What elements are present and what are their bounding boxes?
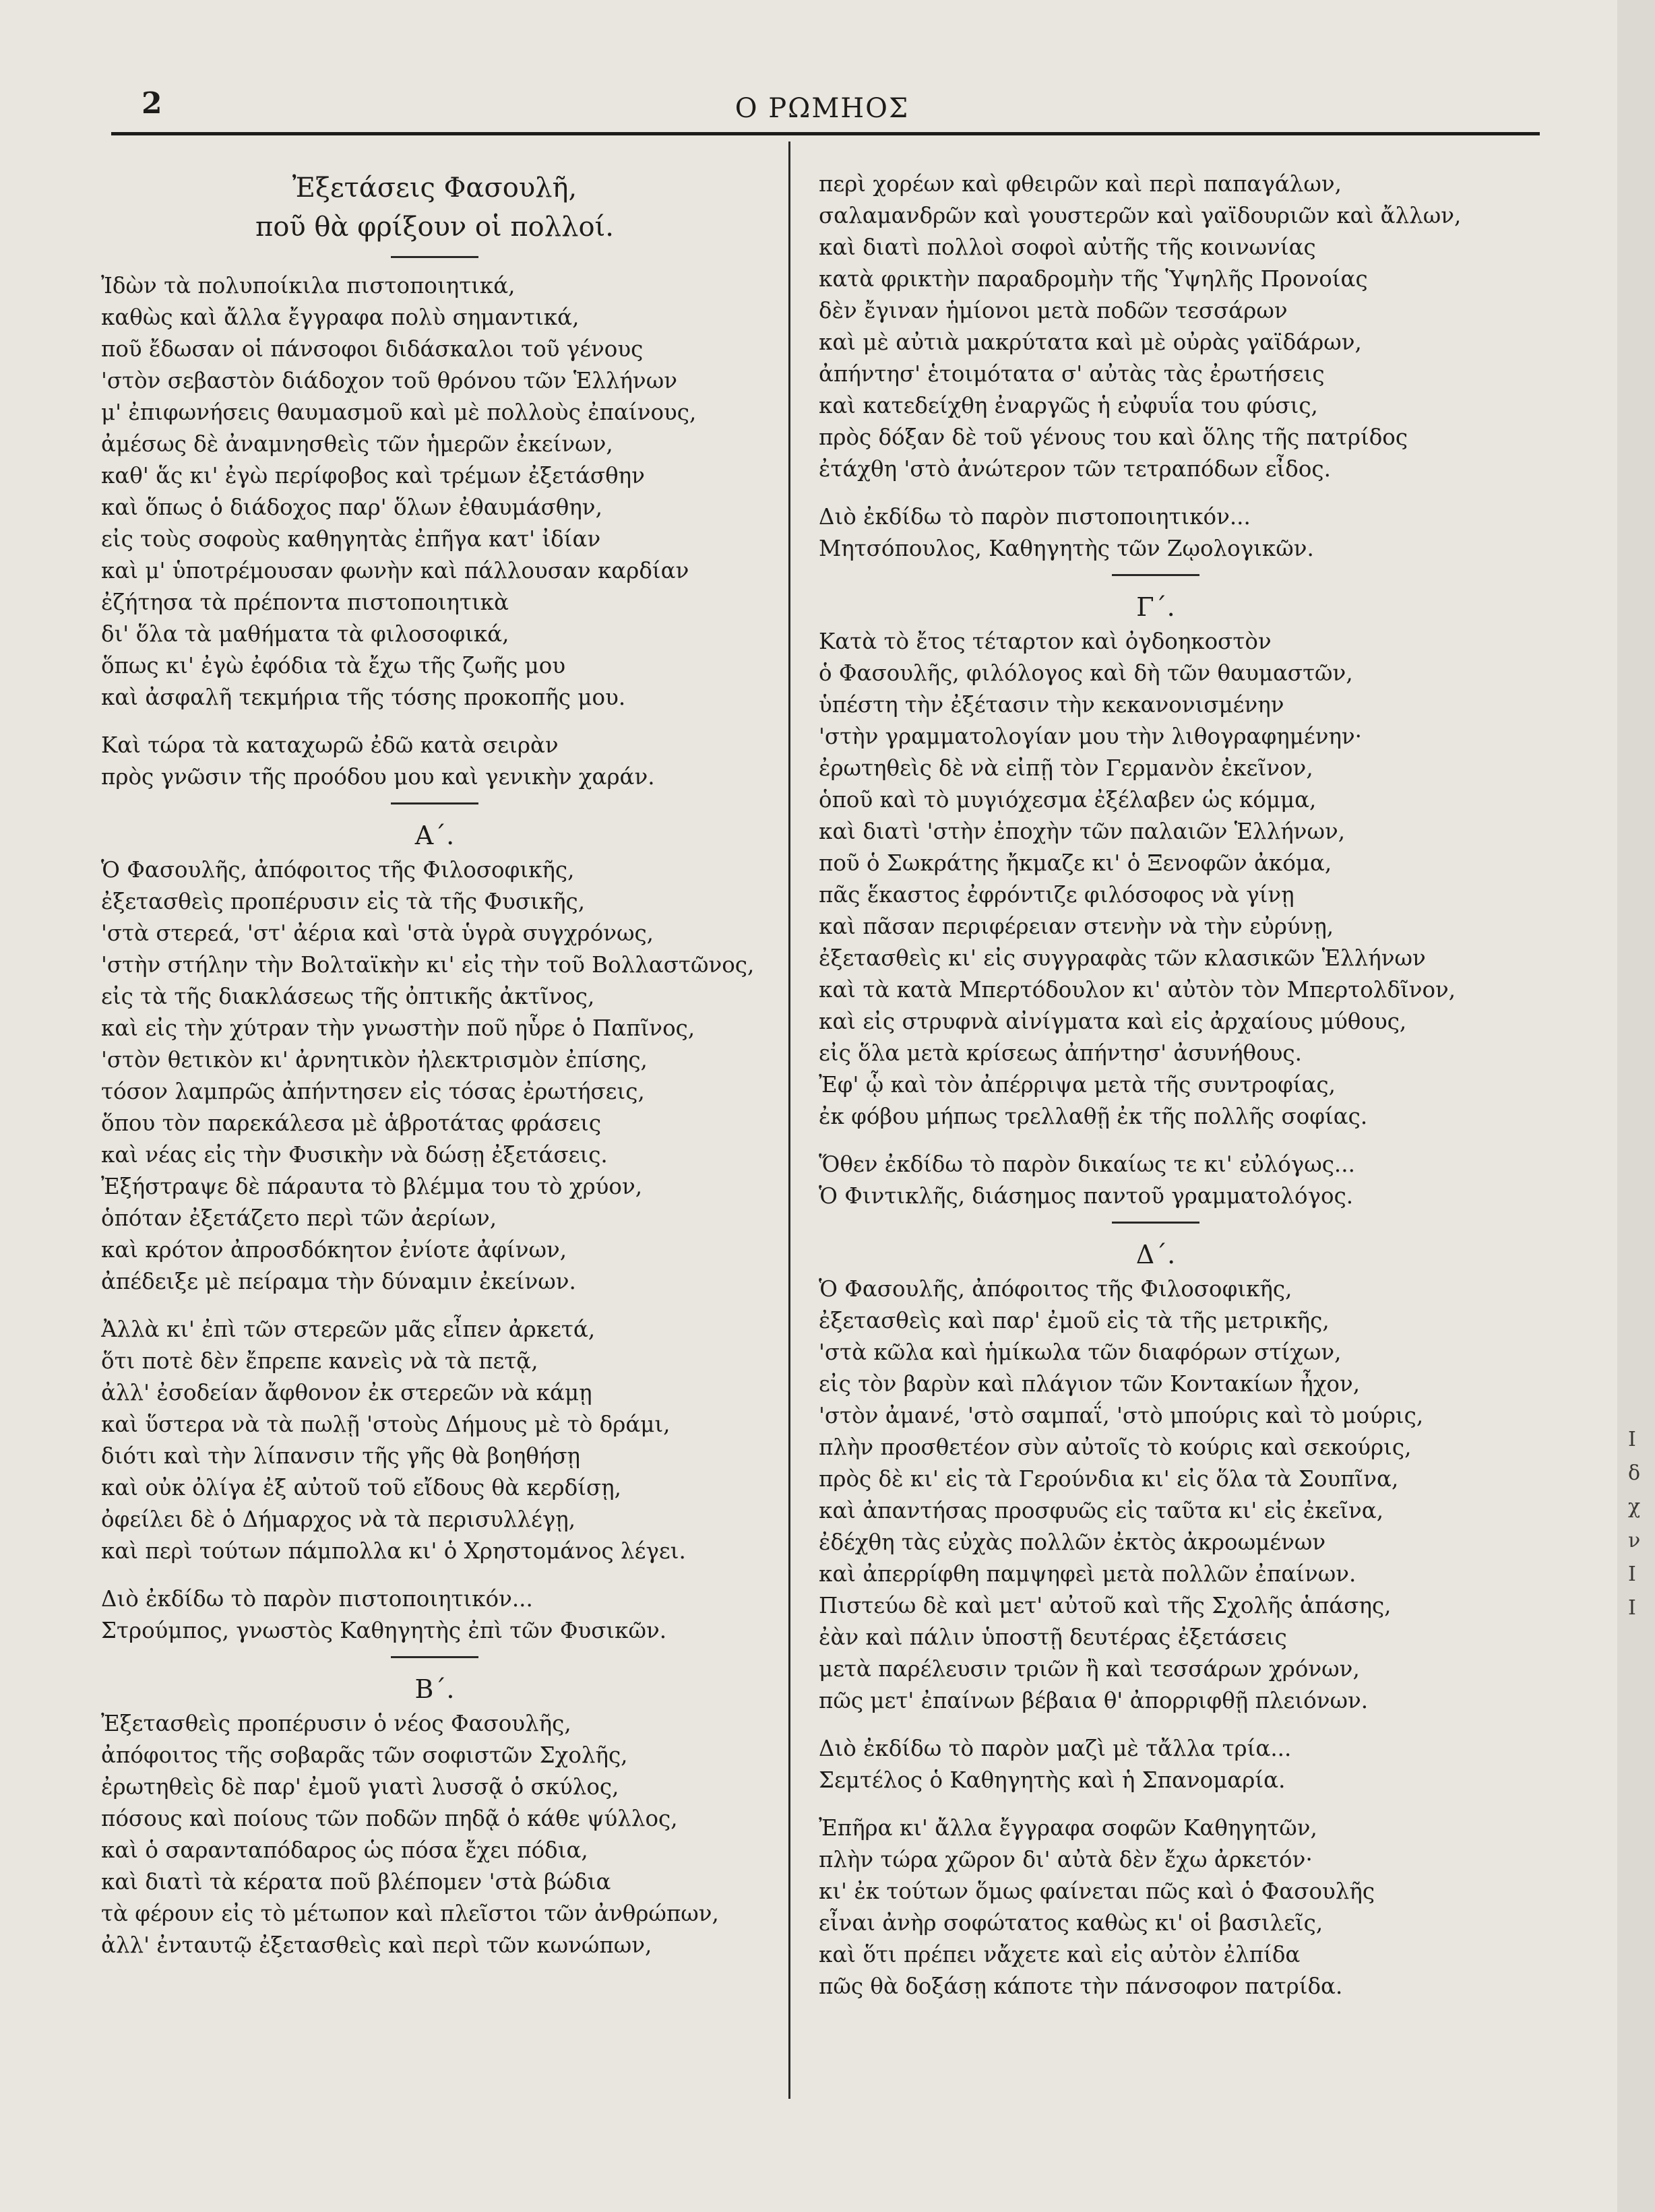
verse-line: ἐτάχθη 'στὸ ἀνώτερον τῶν τετραπόδων εἶδος.	[819, 456, 1331, 482]
edge-letter: Ι	[1628, 1596, 1636, 1620]
intro-stanza-2	[101, 730, 768, 793]
right-column	[819, 168, 1493, 2002]
verse-line: καὶ νέας εἰς τὴν Φυσικὴν νὰ δώσῃ ἐξετάσεις.	[101, 1142, 608, 1168]
edge-letter: χ	[1628, 1495, 1641, 1519]
verse-line: Διὸ ἐκδίδω τὸ παρὸν πιστοποιητικόν...	[819, 504, 1251, 530]
page-number: 2	[142, 86, 162, 121]
verse-line: πῶς μετ' ἐπαίνων βέβαια θ' ἀπορριφθῇ πλειόνων.	[819, 1688, 1369, 1713]
section-d-signature	[819, 1733, 1493, 1796]
verse-line: πλὴν προσθετέον σὺν αὐτοῖς τὸ κούρις καὶ σεκούρις,	[819, 1434, 1412, 1460]
verse-line: εἰς τὰ τῆς διακλάσεως τῆς ὀπτικῆς ἀκτῖνος,	[101, 984, 595, 1009]
section-a-stanza	[101, 854, 768, 1298]
verse-line: ὁπόταν ἐξετάζετο περὶ τῶν ἀερίων,	[101, 1205, 497, 1231]
verse-line: μετὰ παρέλευσιν τριῶν ἢ καὶ τεσσάρων χρόνων,	[819, 1656, 1360, 1682]
verse-line: σαλαμανδρῶν καὶ γουστερῶν καὶ γαϊδουριῶν καὶ ἄλλων,	[819, 203, 1462, 228]
verse-line: ἐζήτησα τὰ πρέποντα πιστοποιητικὰ	[101, 590, 509, 615]
verse-line: Ἐξήστραψε δὲ πάραυτα τὸ βλέμμα του τὸ χρύον,	[101, 1174, 643, 1199]
verse-line: ὀφείλει δὲ ὁ Δήμαρχος νὰ τὰ περισυλλέγῃ,	[101, 1507, 576, 1532]
verse-line: καὶ εἰς στρυφνὰ αἰνίγματα καὶ εἰς ἀρχαίους μύθους,	[819, 1009, 1407, 1034]
verse-line: καὶ διατὶ τὰ κέρατα ποῦ βλέπομεν 'στὰ βώδια	[101, 1869, 611, 1895]
verse-line: καὶ κατεδείχθη ἐναργῶς ἡ εὐφυΐα του φύσις,	[819, 393, 1318, 418]
verse-line: ὅτι ποτὲ δὲν ἔπρεπε κανεὶς νὰ τὰ πετᾷ,	[101, 1348, 538, 1374]
section-d-heading: Δ΄.	[1135, 1240, 1176, 1269]
verse-line: καὶ ὅτι πρέπει νἄχετε καὶ εἰς αὐτὸν ἐλπίδα	[819, 1942, 1301, 1967]
verse-line: εἶναι ἀνὴρ σοφώτατος καθὼς κι' οἱ βασιλεῖς,	[819, 1910, 1323, 1936]
verse-line: δι' ὅλα τὰ μαθήματα τὰ φιλοσοφικά,	[101, 621, 509, 647]
adjacent-page-edge	[1617, 0, 1655, 2212]
verse-line: μ' ἐπιφωνήσεις θαυμασμοῦ καὶ μὲ πολλοὺς ἐπαίνους,	[101, 400, 697, 425]
verse-line: ἐρωτηθεὶς δὲ νὰ εἰπῇ τὸν Γερμανὸν ἐκεῖνον,	[819, 755, 1313, 781]
verse-line: καὶ ὁ σαρανταπόδαρος ὡς πόσα ἔχει πόδια,	[101, 1837, 588, 1863]
verse-line: ἀλλ' ἐνταυτῷ ἐξετασθεὶς καὶ περὶ τῶν κωνώπων,	[101, 1932, 652, 1958]
verse-line: 'στὴν γραμματολογίαν μου τὴν λιθογραφημένην·	[819, 724, 1363, 749]
verse-line: ποῦ ὁ Σωκράτης ἤκμαζε κι' ὁ Ξενοφῶν ἀκόμα,	[819, 850, 1332, 876]
verse-line: εἰς τὸν βαρὺν καὶ πλάγιον τῶν Κοντακίων ἦχον,	[819, 1371, 1361, 1397]
section-b-heading: Β΄.	[414, 1674, 455, 1704]
verse-line: 'στὸν θετικὸν κι' ἀρνητικὸν ἠλεκτρισμὸν ἐπίσης,	[101, 1047, 648, 1073]
verse-line: καθ' ἅς κι' ἐγὼ περίφοβος καὶ τρέμων ἐξετάσθην	[101, 463, 645, 488]
verse-line: Ὁ Φιντικλῆς, διάσημος παντοῦ γραμματολόγος.	[819, 1183, 1354, 1209]
verse-line: δὲν ἔγιναν ἡμίονοι μετὰ ποδῶν τεσσάρων	[819, 298, 1288, 323]
separator	[391, 802, 478, 804]
verse-line: Μητσόπουλος, Καθηγητὴς τῶν Ζῳολογικῶν.	[819, 536, 1314, 561]
closing-stanza	[819, 1812, 1493, 2002]
section-b-stanza	[101, 1708, 768, 1961]
verse-line: 'στὰ κῶλα καὶ ἡμίκωλα τῶν διαφόρων στίχων,	[819, 1339, 1342, 1365]
verse-line: ἀπήντησ' ἑτοιμότατα σ' αὐτὰς τὰς ἐρωτήσεις	[819, 361, 1325, 387]
separator	[1112, 574, 1199, 576]
verse-line: ὅπου τὸν παρεκάλεσα μὲ ἁβροτάτας φράσεις	[101, 1110, 602, 1136]
section-c-stanza	[819, 626, 1493, 1133]
verse-line: Ἐπῆρα κι' ἄλλα ἔγγραφα σοφῶν Καθηγητῶν,	[819, 1815, 1317, 1841]
verse-line: καὶ τὰ κατὰ Μπερτόδουλον κι' αὐτὸν τὸν Μπερτολδῖνον,	[819, 977, 1456, 1003]
verse-line: καθὼς καὶ ἄλλα ἔγγραφα πολὺ σημαντικά,	[101, 305, 580, 330]
verse-line: ἐὰν καὶ πάλιν ὑποστῇ δευτέρας ἐξετάσεις	[819, 1624, 1287, 1650]
verse-line: ὁ Φασουλῆς, φιλόλογος καὶ δὴ τῶν θαυμαστῶν,	[819, 660, 1353, 686]
verse-line: Στρούμπος, γνωστὸς Καθηγητὴς ἐπὶ τῶν Φυσικῶν.	[101, 1618, 667, 1643]
verse-line: ἐξετασθεὶς καὶ παρ' ἐμοῦ εἰς τὰ τῆς μετρικῆς,	[819, 1308, 1330, 1333]
edge-letter: Ι	[1628, 1428, 1636, 1451]
verse-line: Διὸ ἐκδίδω τὸ παρὸν μαζὶ μὲ τἄλλα τρία...	[819, 1736, 1292, 1761]
verse-line: καὶ πᾶσαν περιφέρειαν στενὴν νὰ τὴν εὐρύνῃ,	[819, 914, 1334, 939]
verse-line: πόσους καὶ ποίους τῶν ποδῶν πηδᾷ ὁ κάθε ψύλλος,	[101, 1806, 678, 1831]
verse-line: πρὸς δόξαν δὲ τοῦ γένους του καὶ ὅλης τῆς πατρίδος	[819, 424, 1408, 450]
poem-title-line-2: ποῦ θὰ φρίξουν οἱ πολλοί.	[255, 212, 614, 243]
verse-line: καὶ κρότον ἀπροσδόκητον ἐνίοτε ἀφίνων,	[101, 1237, 567, 1263]
verse-line: Κατὰ τὸ ἔτος τέταρτον καὶ ὀγδοηκοστὸν	[819, 629, 1272, 654]
verse-line: καὶ διατὶ πολλοὶ σοφοὶ αὐτῆς τῆς κοινωνίας	[819, 234, 1316, 260]
verse-line: ποῦ ἔδωσαν οἱ πάνσοφοι διδάσκαλοι τοῦ γένους	[101, 336, 644, 362]
separator	[391, 256, 478, 258]
verse-line: Ἐφ' ᾧ καὶ τὸν ἀπέρριψα μετὰ τῆς συντροφίας,	[819, 1072, 1336, 1098]
verse-line: ἐξετασθεὶς προπέρυσιν εἰς τὰ τῆς Φυσικῆς,	[101, 889, 586, 914]
verse-line: πλὴν τώρα χῶρον δι' αὐτὰ δὲν ἔχω ἀρκετόν·	[819, 1847, 1313, 1872]
verse-line: ἀπέδειξε μὲ πείραμα τὴν δύναμιν ἐκείνων.	[101, 1269, 576, 1294]
verse-line: ἐδέχθη τὰς εὐχὰς πολλῶν ἐκτὸς ἀκροωμένων	[819, 1529, 1326, 1555]
section-a-signature	[101, 1583, 768, 1647]
verse-line: πᾶς ἕκαστος ἐφρόντιζε φιλόσοφος νὰ γίνῃ	[819, 882, 1294, 908]
masthead-title: Ο ΡΩΜΗΟΣ	[735, 93, 910, 124]
verse-line: πρὸς γνῶσιν τῆς προόδου μου καὶ γενικὴν χαράν.	[101, 764, 655, 790]
edge-letter: Ι	[1628, 1562, 1636, 1586]
verse-line: ὑπέστη τὴν ἐξέτασιν τὴν κεκανονισμένην	[819, 692, 1284, 718]
verse-line: Ἰδὼν τὰ πολυποίκιλα πιστοποιητικά,	[101, 273, 516, 298]
intro-stanza	[101, 270, 768, 714]
verse-line: καὶ μ' ὑποτρέμουσαν φωνὴν καὶ πάλλουσαν καρδίαν	[101, 558, 689, 583]
section-b-signature	[819, 501, 1493, 565]
page-header	[108, 81, 1536, 135]
column-divider	[788, 141, 790, 2099]
verse-line: πῶς θὰ δοξάσῃ κάποτε τὴν πάνσοφον πατρίδα.	[819, 1973, 1343, 1999]
verse-line: καὶ διατὶ 'στὴν ἐποχὴν τῶν παλαιῶν Ἑλλήνων,	[819, 819, 1346, 844]
verse-line: καὶ ὕστερα νὰ τὰ πωλῇ 'στοὺς Δήμους μὲ τὸ δράμι,	[101, 1412, 670, 1437]
verse-line: Πιστεύω δὲ καὶ μετ' αὐτοῦ καὶ τῆς Σχολῆς ἁπάσης,	[819, 1593, 1392, 1618]
verse-line: ὁποῦ καὶ τὸ μυγιόχεσμα ἐξέλαβεν ὡς κόμμα,	[819, 787, 1317, 813]
section-a-heading: Α΄.	[414, 821, 455, 850]
edge-letter: ν	[1628, 1529, 1641, 1552]
edge-letter: δ	[1628, 1461, 1641, 1485]
verse-line: διότι καὶ τὴν λίπανσιν τῆς γῆς θὰ βοηθήσῃ	[101, 1443, 581, 1469]
verse-line: καὶ οὐκ ὀλίγα ἐξ αὐτοῦ τοῦ εἴδους θὰ κερδίσῃ,	[101, 1475, 621, 1500]
verse-line: ἀλλ' ἐσοδείαν ἄφθονον ἐκ στερεῶν νὰ κάμῃ	[101, 1380, 592, 1405]
verse-line: ἐκ φόβου μήπως τρελλαθῇ ἐκ τῆς πολλῆς σοφίας.	[819, 1104, 1368, 1129]
verse-line: Ὅθεν ἐκδίδω τὸ παρὸν δικαίως τε κι' εὐλόγως...	[819, 1151, 1355, 1177]
section-c-signature	[819, 1149, 1493, 1212]
verse-line: ἐρωτηθεὶς δὲ παρ' ἐμοῦ γιατὶ λυσσᾷ ὁ σκύλος,	[101, 1774, 619, 1800]
verse-line: 'στὸν ἀμανέ, 'στὸ σαμπαΐ, 'στὸ μπούρις καὶ τὸ μούρις,	[819, 1403, 1424, 1428]
section-c-heading: Γ΄.	[1136, 592, 1175, 622]
verse-line: ἐξετασθεὶς κι' εἰς συγγραφὰς τῶν κλασικῶν Ἑλλήνων	[819, 945, 1426, 971]
separator	[391, 1656, 478, 1658]
verse-line: καὶ ἀπερρίφθη παμψηφεὶ μετὰ πολλῶν ἐπαίνων.	[819, 1561, 1356, 1587]
verse-line: καὶ ἀσφαλῆ τεκμήρια τῆς τόσης προκοπῆς μου.	[101, 685, 626, 710]
verse-line: Ἐξετασθεὶς προπέρυσιν ὁ νέος Φασουλῆς,	[101, 1711, 571, 1736]
verse-line: περὶ χορέων καὶ φθειρῶν καὶ περὶ παπαγάλων,	[819, 171, 1342, 197]
verse-line: 'στὴν στήλην τὴν Βολταϊκὴν κι' εἰς τὴν τοῦ Βολλαστῶνος,	[101, 952, 755, 978]
verse-line: εἰς τοὺς σοφοὺς καθηγητὰς ἐπῆγα κατ' ἰδίαν	[101, 526, 601, 552]
verse-line: τόσον λαμπρῶς ἀπήντησεν εἰς τόσας ἐρωτήσεις,	[101, 1079, 645, 1104]
verse-line: πρὸς δὲ κι' εἰς τὰ Γερούνδια κι' εἰς ὅλα τὰ Σουπῖνα,	[819, 1466, 1399, 1492]
verse-line: καὶ περὶ τούτων πάμπολλα κι' ὁ Χρηστομάνος λέγει.	[101, 1538, 686, 1564]
verse-line: 'στὰ στερεά, 'στ' ἀέρια καὶ 'στὰ ὑγρὰ συγχρόνως,	[101, 920, 654, 946]
section-a-stanza-2	[101, 1314, 768, 1567]
verse-line: 'στὸν σεβαστὸν διάδοχον τοῦ θρόνου τῶν Ἑλλήνων	[101, 368, 677, 393]
separator	[1112, 1222, 1199, 1224]
verse-line: Διὸ ἐκδίδω τὸ παρὸν πιστοποιητικόν...	[101, 1586, 533, 1612]
verse-line: καὶ εἰς τὴν χύτραν τὴν γνωστὴν ποῦ ηὗρε ὁ Παπῖνος,	[101, 1015, 695, 1041]
verse-line: ἀπόφοιτος τῆς σοβαρᾶς τῶν σοφιστῶν Σχολῆς,	[101, 1742, 628, 1768]
header-rule	[111, 132, 1540, 135]
verse-line: καὶ ἀπαντήσας προσφυῶς εἰς ταῦτα κι' εἰς ἐκεῖνα,	[819, 1498, 1384, 1523]
verse-line: τὰ φέρουν εἰς τὸ μέτωπον καὶ πλεῖστοι τῶν ἀνθρώπων,	[101, 1901, 719, 1926]
verse-line: εἰς ὅλα μετὰ κρίσεως ἀπήντησ' ἀσυνήθους.	[819, 1040, 1302, 1066]
left-column	[101, 168, 768, 1961]
verse-line: καὶ ὅπως ὁ διάδοχος παρ' ὅλων ἐθαυμάσθην,	[101, 495, 602, 520]
verse-line: Ἀλλὰ κι' ἐπὶ τῶν στερεῶν μᾶς εἶπεν ἀρκετά,	[101, 1317, 596, 1342]
verse-line: Σεμτέλος ὁ Καθηγητὴς καὶ ἡ Σπανομαρία.	[819, 1767, 1286, 1793]
section-d-stanza	[819, 1273, 1493, 1717]
section-b-continued	[819, 168, 1493, 485]
verse-line: κατὰ φρικτὴν παραδρομὴν τῆς Ὑψηλῆς Προνοίας	[819, 266, 1368, 292]
verse-line: κι' ἐκ τούτων ὅμως φαίνεται πῶς καὶ ὁ Φασουλῆς	[819, 1878, 1375, 1904]
verse-line: ἀμέσως δὲ ἀναμνησθεὶς τῶν ἡμερῶν ἐκείνων,	[101, 431, 613, 457]
verse-line: Ὁ Φασουλῆς, ἀπόφοιτος τῆς Φιλοσοφικῆς,	[101, 857, 575, 883]
verse-line: Ὁ Φασουλῆς, ἀπόφοιτος τῆς Φιλοσοφικῆς,	[819, 1276, 1292, 1302]
verse-line: καὶ μὲ αὐτιὰ μακρύτατα καὶ μὲ οὐρὰς γαϊδάρων,	[819, 329, 1362, 355]
verse-line: Καὶ τώρα τὰ καταχωρῶ ἐδῶ κατὰ σειρὰν	[101, 732, 559, 758]
poem-title-line-1: Ἐξετάσεις Φασουλῆ,	[292, 172, 577, 203]
verse-line: ὅπως κι' ἐγὼ ἐφόδια τὰ ἔχω τῆς ζωῆς μου	[101, 653, 566, 678]
